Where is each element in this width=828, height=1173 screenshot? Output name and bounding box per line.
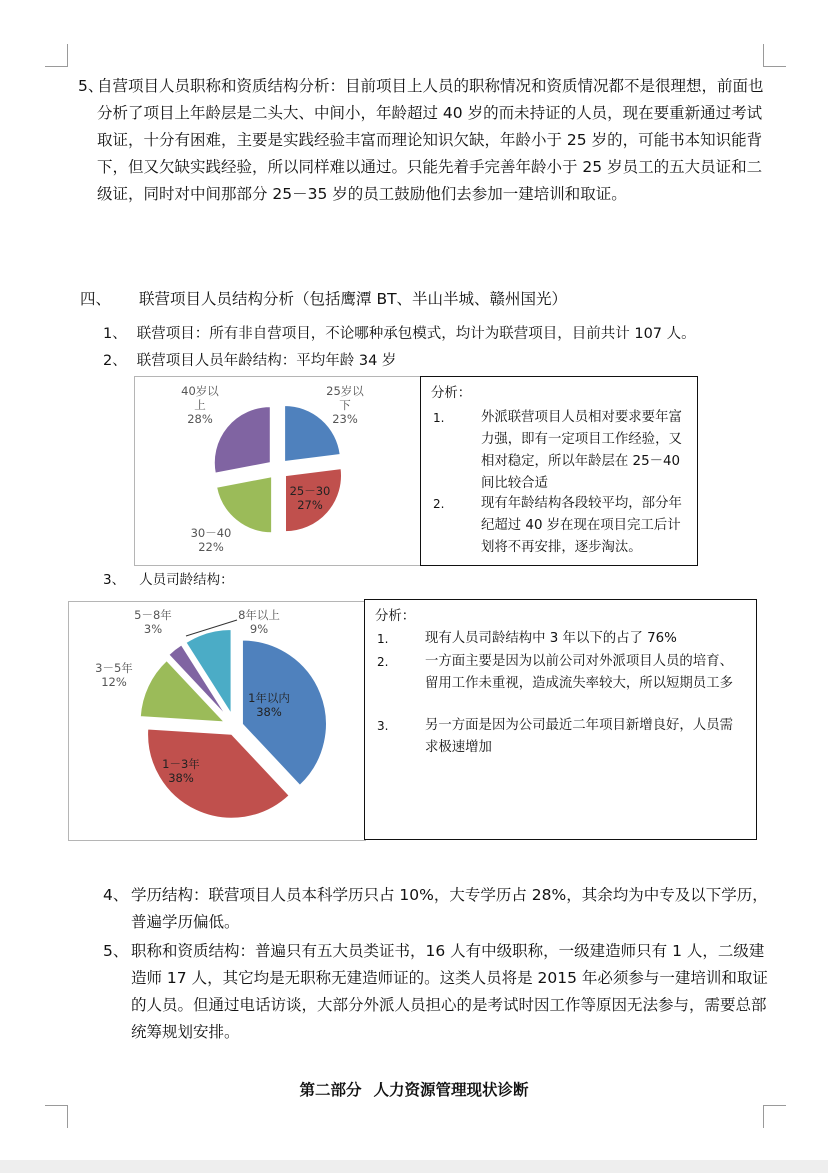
pie-label-2: 1－3年 38% xyxy=(162,757,200,785)
heading-number: 四、 xyxy=(80,290,112,308)
analysis-item xyxy=(377,715,742,759)
part-title: 人力资源管理现状诊断 xyxy=(373,1081,529,1099)
item-joint-project-definition xyxy=(103,322,696,346)
section-heading-joint-projects xyxy=(80,286,567,313)
item-number: 3、 xyxy=(103,572,126,588)
part-label: 第二部分 xyxy=(299,1081,362,1099)
page-bottom-band xyxy=(0,1160,828,1173)
analysis-item-text: 现有人员司龄结构中 3 年以下的占了 76% xyxy=(425,631,677,646)
paragraph-body: 自营项目人员职称和资质结构分析：目前项目上人员的职称情况和资质情况都不是很理想，前面也分析了项目上年龄层是二头大、中间小，年龄超过 40 岁的而未持证的人员，现在要重新通过考试取证，十分有困难，主要是实践经验丰富而理论知识欠缺，年龄小于 25 岁的，可能书本知识能背下，但又欠缺实践经验，所以同样难以通过。只能先着手完善年龄小于 25 岁员工的五大员证和二级证，同时对中间那部分 25－35 岁的员工鼓励他们去参加一建培训和取证。 xyxy=(97,77,764,203)
item-text: 职称和资质结构：普遍只有五大员类证书，16 人有中级职称，一级建造师只有 1 人，二级建造师 17 人，其它均是无职称无建造师证的。这类人员将是 2015 年必须参与一建培训和取证的人员。但通过电话访谈，大部分外派人员担心的是考试时因工作等原因无法参与，需要总部统筹规划安排。 xyxy=(131,942,768,1041)
tenure-pie-chart xyxy=(68,601,366,841)
item-education-structure xyxy=(103,882,768,936)
pie-label-5: 8年以上 9% xyxy=(238,608,280,636)
age-analysis-box xyxy=(420,376,698,566)
paragraph-self-operated-qualification xyxy=(78,73,768,208)
analysis-item xyxy=(377,628,742,650)
analysis-item-number: 2. xyxy=(377,655,389,669)
heading-title: 联营项目人员结构分析（包括鹰潭 BT、半山半城、赣州国光） xyxy=(139,290,568,308)
pie-label-2: 25－30 27% xyxy=(289,484,331,512)
item-tenure-structure xyxy=(103,568,234,592)
item-age-structure xyxy=(103,349,396,373)
item-number: 5、 xyxy=(103,942,129,960)
crop-mark-top-right xyxy=(763,44,786,67)
pie-label-4: 5－8年 3% xyxy=(134,608,172,636)
pie-label-1: 25岁以下 23% xyxy=(326,384,364,426)
item-text: 联营项目人员年龄结构：平均年龄 34 岁 xyxy=(136,353,397,369)
age-pie-chart xyxy=(134,376,422,566)
pie-label-1: 1年以内 38% xyxy=(248,691,290,719)
crop-mark-top-left xyxy=(45,44,68,67)
pie-label-3: 3－5年 12% xyxy=(95,661,133,689)
tenure-pie-svg xyxy=(69,602,365,840)
pie-slice-4 xyxy=(214,407,270,473)
item-number: 1、 xyxy=(103,326,127,342)
age-pie-svg xyxy=(135,377,421,565)
analysis-item-text: 现有年龄结构各段较平均，部分年纪超过 40 岁在现在项目完工后计划将不再安排，逐步淘汰。 xyxy=(481,496,682,555)
pie-label-3: 30－40 22% xyxy=(190,526,232,554)
item-text: 人员司龄结构： xyxy=(139,572,234,588)
tenure-analysis-box xyxy=(364,599,757,840)
analysis-item-number: 2. xyxy=(433,497,445,511)
item-number: 2、 xyxy=(103,353,127,369)
analysis-item xyxy=(433,493,689,559)
pie-label-4: 40岁以上 28% xyxy=(181,384,219,426)
item-title-qualification xyxy=(103,938,768,1046)
part-two-heading xyxy=(0,1078,828,1100)
item-text: 联营项目：所有非自营项目，不论哪种承包模式，均计为联营项目，目前共计 107 人。 xyxy=(136,326,696,342)
analysis-title: 分析： xyxy=(375,609,416,624)
paragraph-number: 5、 xyxy=(78,77,104,95)
analysis-item-text: 另一方面是因为公司最近二年项目新增良好，人员需求极速增加 xyxy=(425,718,733,755)
paragraph-text xyxy=(78,73,768,208)
analysis-item-number: 1. xyxy=(433,411,445,425)
analysis-item-text: 外派联营项目人员相对要求要年富力强，即有一定项目工作经验，又相对稳定，所以年龄层在 25－40 间比较合适 xyxy=(481,410,682,491)
analysis-title: 分析： xyxy=(431,386,472,401)
pie-slice-3 xyxy=(217,477,272,533)
analysis-item-text: 一方面主要是因为以前公司对外派项目人员的培育、留用工作未重视，造成流失率较大，所以短期员工多 xyxy=(425,654,733,691)
item-number: 4、 xyxy=(103,886,129,904)
crop-mark-bottom-right xyxy=(763,1105,786,1128)
crop-mark-bottom-left xyxy=(45,1105,68,1128)
analysis-item xyxy=(377,651,742,695)
item-text: 学历结构：联营项目人员本科学历只占 10%，大专学历占 28%，其余均为中专及以下学历，普遍学历偏低。 xyxy=(131,886,768,931)
analysis-item-number: 3. xyxy=(377,719,389,733)
analysis-item-number: 1. xyxy=(377,632,389,646)
analysis-item xyxy=(433,407,689,495)
